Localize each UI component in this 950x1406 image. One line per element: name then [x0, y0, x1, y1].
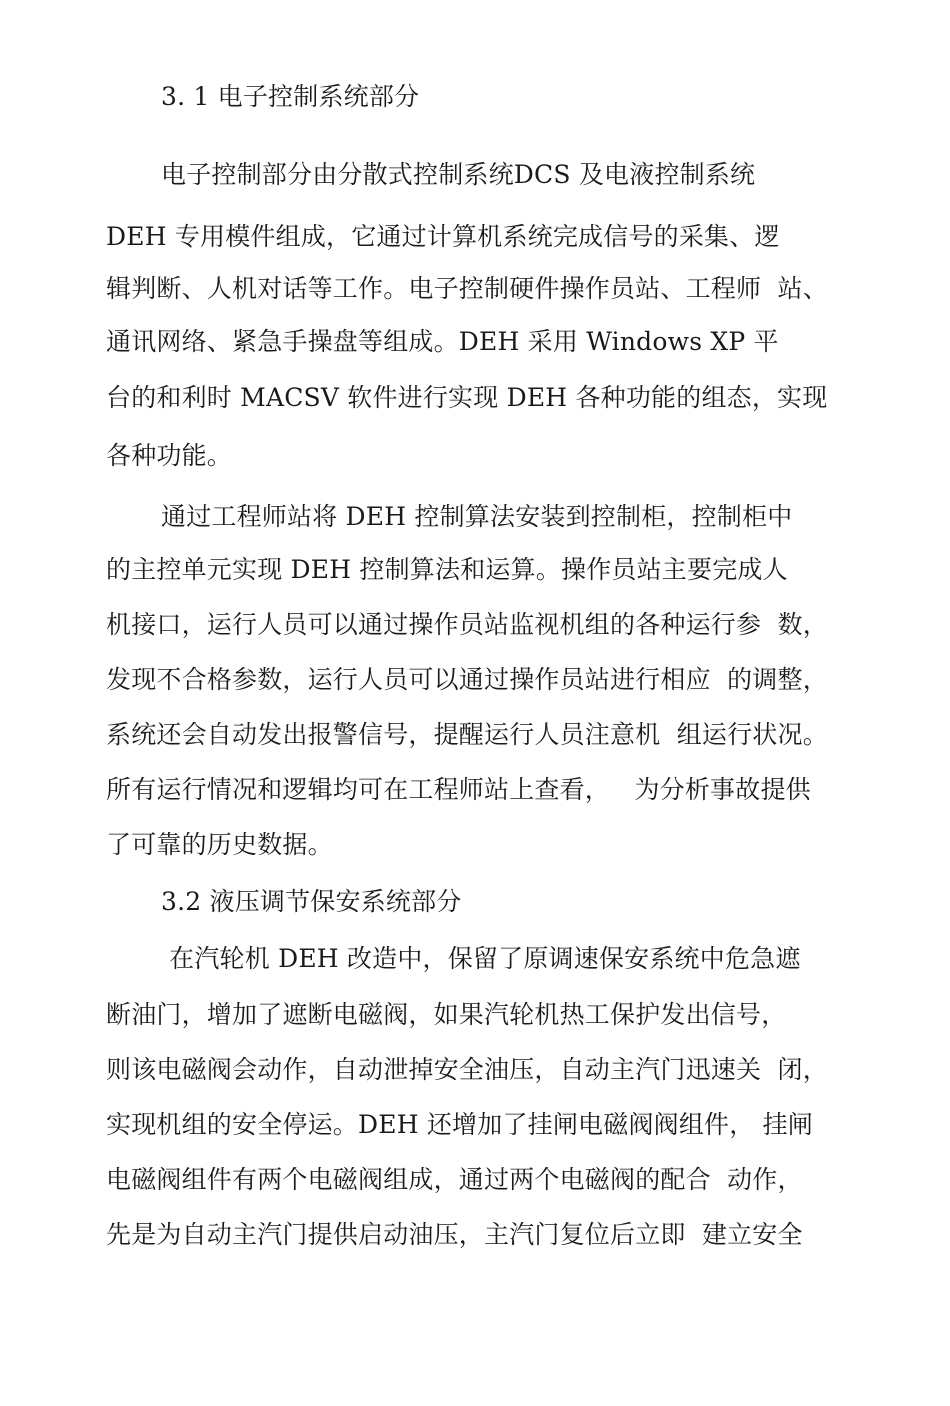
paragraph-3-line-2: 断油门，增加了遮断电磁阀，如果汽轮机热工保护发出信号， [106, 1000, 787, 1029]
paragraph-1-line-6: 各种功能。 [106, 441, 233, 470]
paragraph-1-line-1: 电子控制部分由分散式控制系统DCS 及电液控制系统 [161, 160, 756, 189]
paragraph-1-line-3: 辑判断、人机对话等工作。电子控制硬件操作员站、工程师 站、 [106, 274, 828, 303]
paragraph-2-line-3: 机接口，运行人员可以通过操作员站监视机组的各种运行参 数， [106, 610, 828, 639]
paragraph-2-line-1: 通过工程师站将 DEH 控制算法安装到控制柜，控制柜中 [161, 502, 793, 531]
paragraph-3-line-1: 在汽轮机 DEH 改造中，保留了原调速保安系统中危急遮 [161, 944, 801, 973]
paragraph-3-line-4: 实现机组的安全停运。DEH 还增加了挂闸电磁阀阀组件， 挂闸 [106, 1110, 813, 1139]
section-2-heading: 3.2 液压调节保安系统部分 [161, 887, 462, 916]
paragraph-2-line-2: 的主控单元实现 DEH 控制算法和运算。操作员站主要完成人 [106, 555, 788, 584]
paragraph-3-line-5: 电磁阀组件有两个电磁阀组成，通过两个电磁阀的配合 动作， [106, 1165, 803, 1194]
paragraph-1-line-4: 通讯网络、紧急手操盘等组成。DEH 采用 Windows XP 平 [106, 327, 779, 356]
paragraph-2-line-6: 所有运行情况和逻辑均可在工程师站上查看， 为分析事故提供 [106, 775, 811, 804]
paragraph-2-line-4: 发现不合格参数，运行人员可以通过操作员站进行相应 的调整， [106, 665, 828, 694]
paragraph-1-line-5: 台的和利时 MACSV 软件进行实现 DEH 各种功能的组态，实现 [106, 383, 828, 412]
paragraph-2-line-5: 系统还会自动发出报警信号，提醒运行人员注意机 组运行状况。 [106, 720, 828, 749]
section-1-heading: 3. 1 电子控制系统部分 [161, 82, 420, 111]
paragraph-3-line-3: 则该电磁阀会动作，自动泄掉安全油压，自动主汽门迅速关 闭， [106, 1055, 828, 1084]
paragraph-3-line-6: 先是为自动主汽门提供启动油压，主汽门复位后立即 建立安全 [106, 1220, 803, 1249]
paragraph-1-line-2: DEH 专用模件组成，它通过计算机系统完成信号的采集、逻 [106, 222, 780, 251]
paragraph-2-line-7: 了可靠的历史数据。 [106, 830, 333, 859]
